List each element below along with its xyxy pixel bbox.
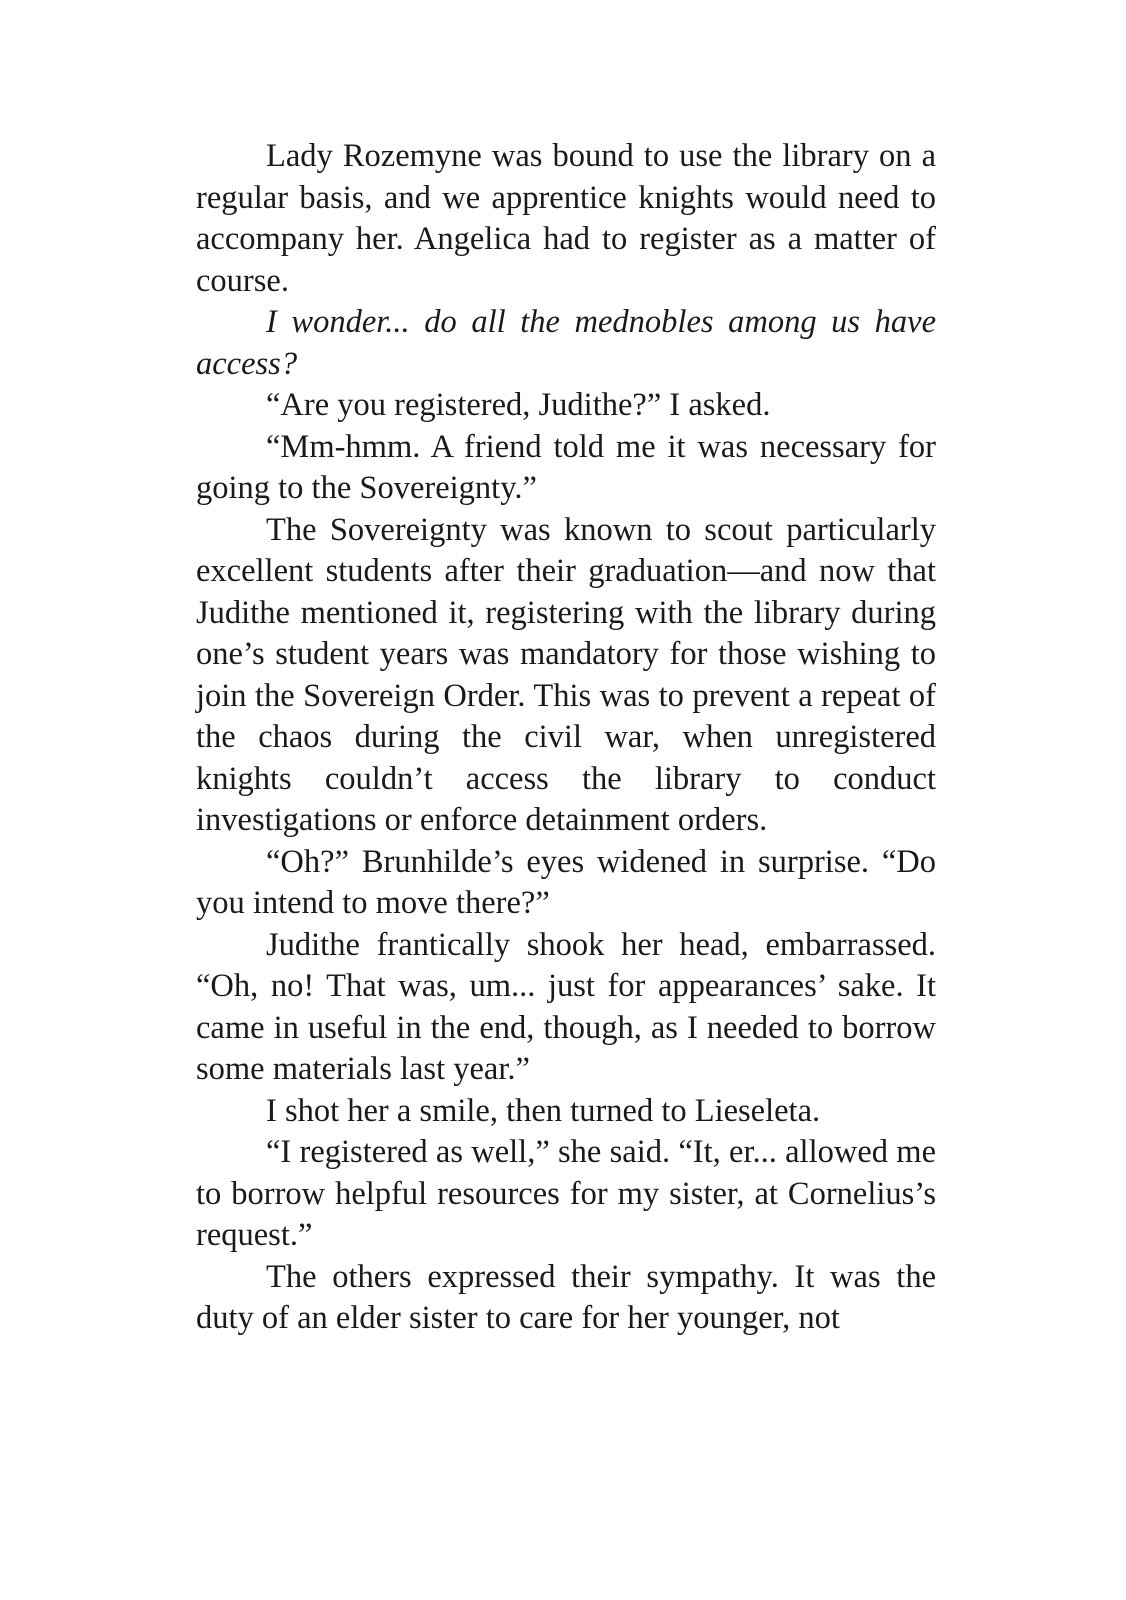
paragraph-10: The others expressed their sympathy. It was the duty of an elder sister to care for her younger, not bbox=[196, 1258, 936, 1336]
paragraph-9: “I registered as well,” she said. “It, er... allowed me to borrow helpful resources for my sister, at Cornelius’s request.” bbox=[196, 1134, 936, 1253]
paragraph-8: I shot her a smile, then turned to Lieseleta. bbox=[266, 1092, 821, 1129]
paragraph-1: Lady Rozemyne was bound to use the library on a regular basis, and we apprentice knights would need to accompany her. Angelica had to register as a matter of course. bbox=[196, 138, 936, 299]
paragraph-5: The Sovereignty was known to scout particularly excellent students after their graduation—and now that Judithe mentioned it, registering with the library during one’s student years was mandatory for those wishing to join the Sovereign Order. This was to prevent a repeat of the chaos during the civil war, when unregistered knights couldn’t access the library to conduct investigations or enforce detainment orders. bbox=[196, 511, 936, 838]
paragraph-2-inner-thought: I wonder... do all the mednobles among us have access? bbox=[196, 304, 936, 382]
paragraph-7: Judithe frantically shook her head, embarrassed. “Oh, no! That was, um... just for appearances’ sake. It came in useful in the end, though, as I needed to borrow some materials last year.” bbox=[196, 926, 936, 1087]
body-text bbox=[196, 136, 936, 1340]
paragraph-6: “Oh?” Brunhilde’s eyes widened in surprise. “Do you intend to move there?” bbox=[196, 843, 936, 921]
paragraph-3: “Are you registered, Judithe?” I asked. bbox=[266, 387, 771, 423]
paragraph-4: “Mm-hmm. A friend told me it was necessary for going to the Sovereignty.” bbox=[196, 428, 936, 506]
